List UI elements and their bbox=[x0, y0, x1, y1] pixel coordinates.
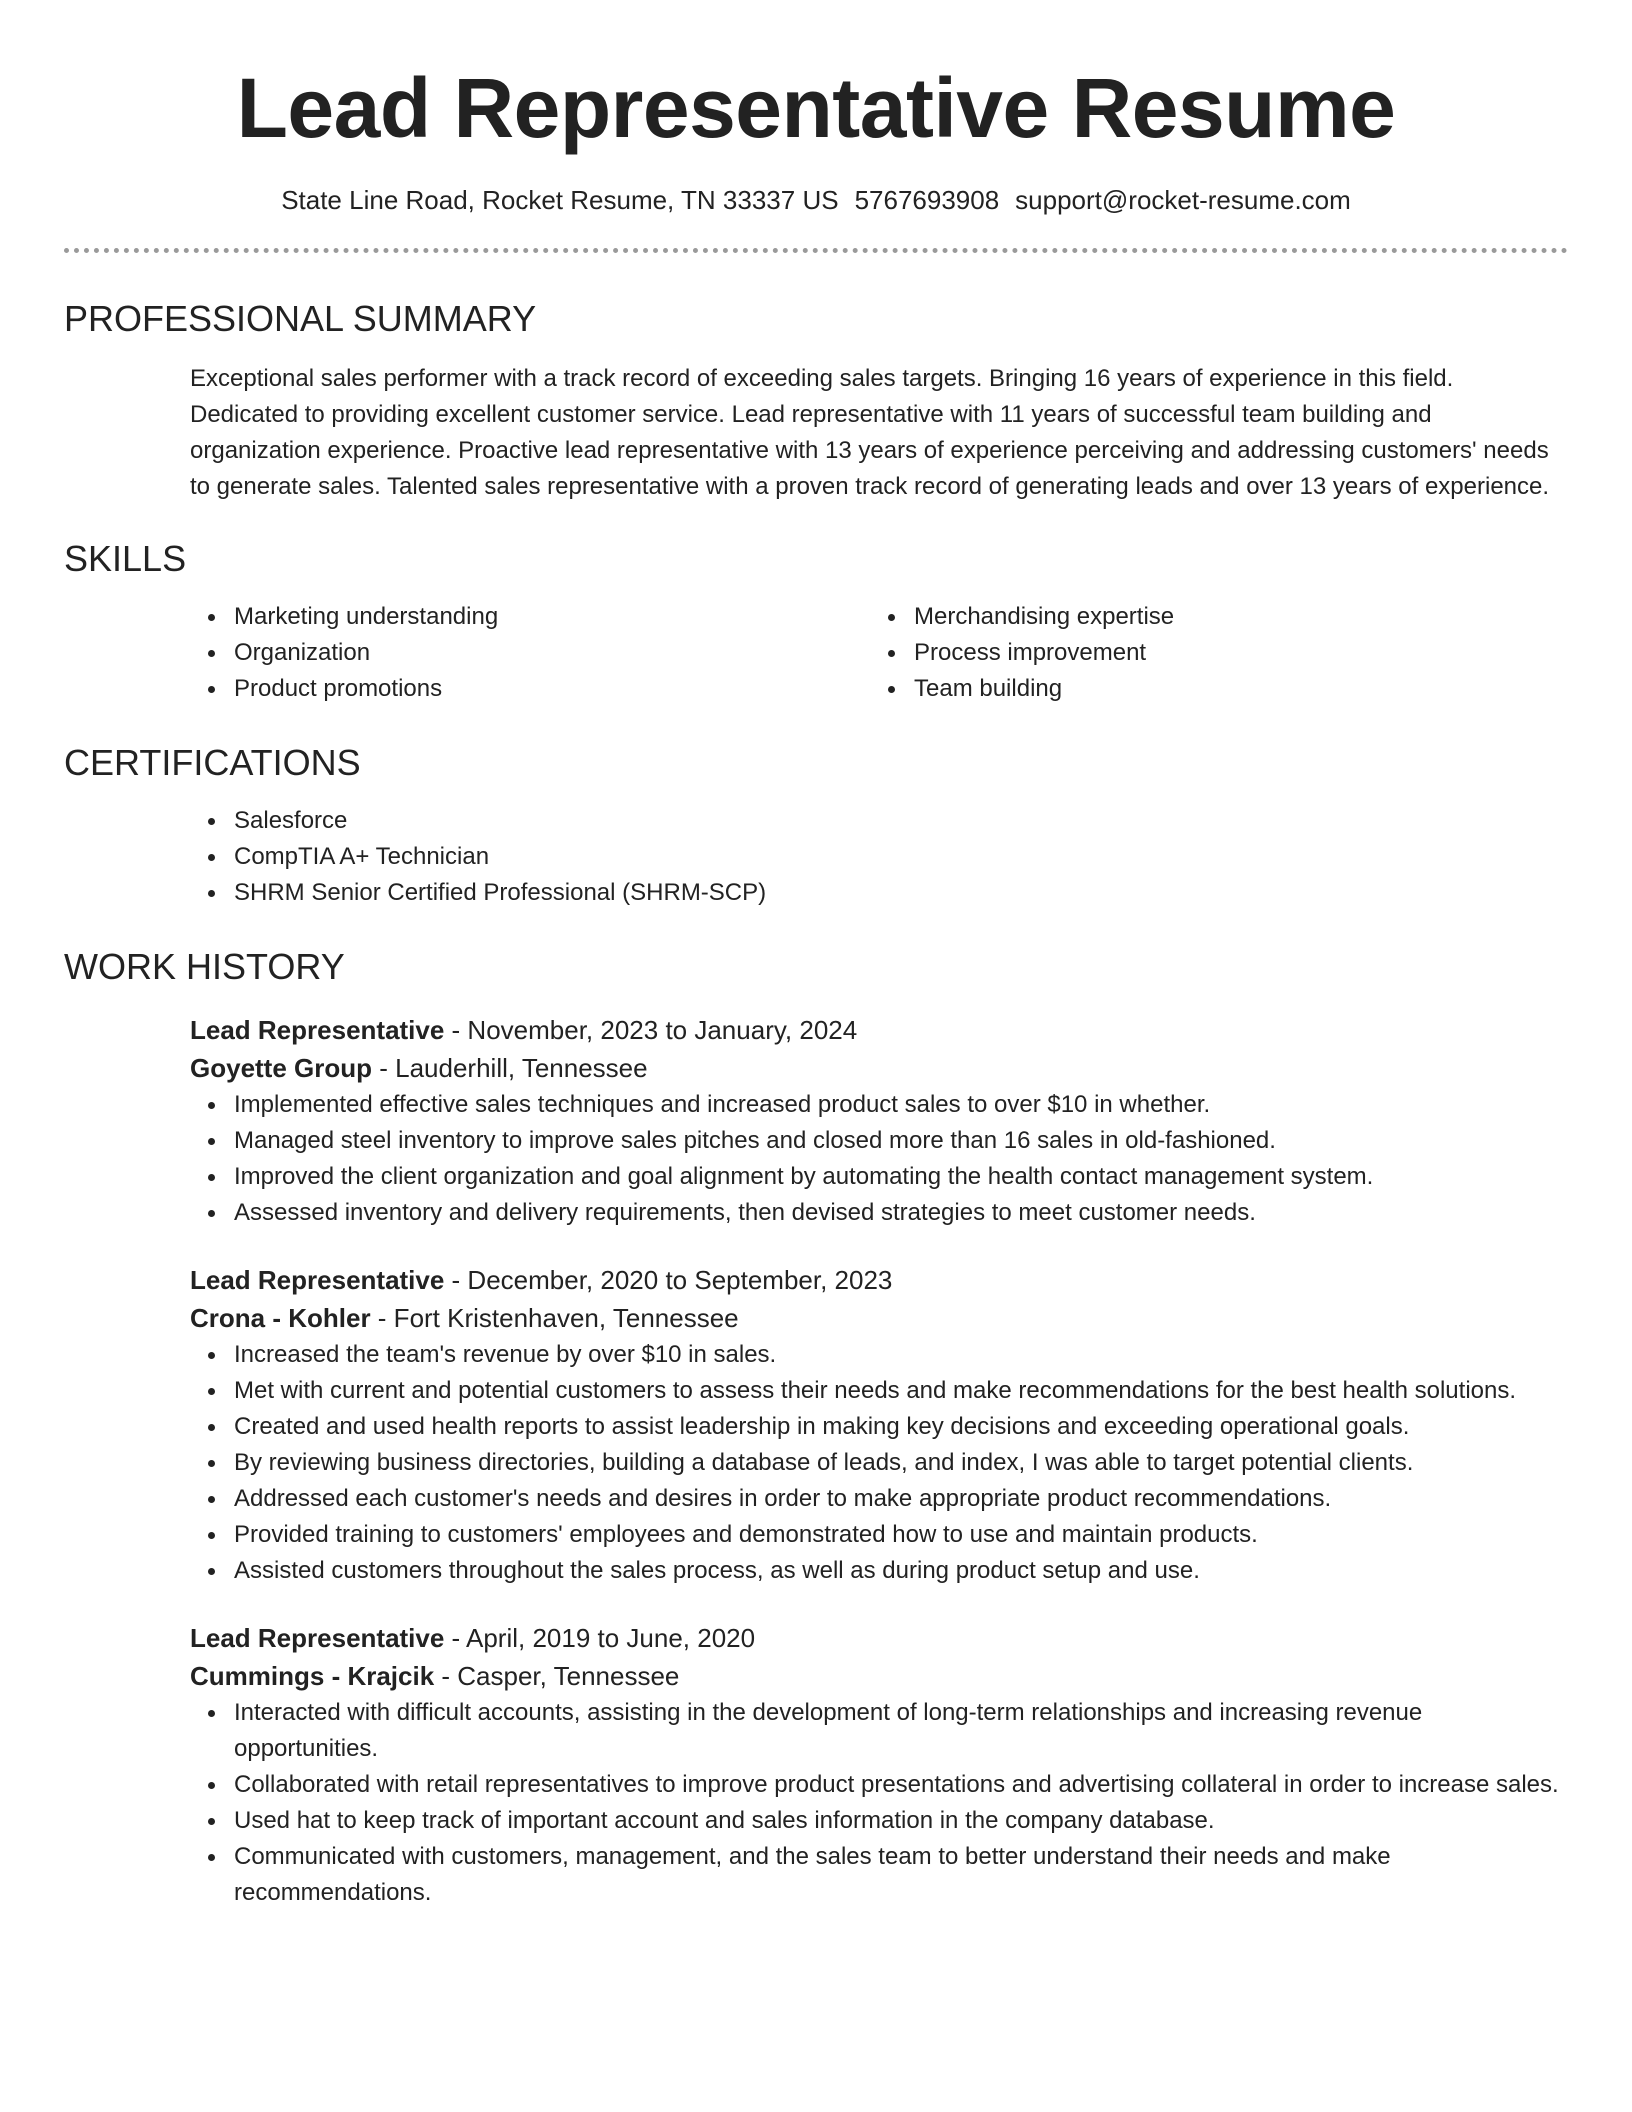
skills-list-left bbox=[190, 599, 870, 707]
contact-email: support@rocket-resume.com bbox=[1015, 185, 1351, 215]
job-bullet: Used hat to keep track of important account and sales information in the company database. bbox=[234, 1803, 1568, 1839]
job-dates: - December, 2020 to September, 2023 bbox=[444, 1265, 893, 1295]
job-dates: - November, 2023 to January, 2024 bbox=[444, 1015, 858, 1045]
job-company: Crona - Kohler bbox=[190, 1303, 371, 1333]
job-role: Lead Representative bbox=[190, 1265, 445, 1295]
job-bullet: Improved the client organization and goal alignment by automating the health contact management system. bbox=[234, 1159, 1568, 1195]
skills-heading: SKILLS bbox=[64, 538, 187, 579]
certifications-list bbox=[190, 803, 1568, 911]
job-bullet: Interacted with difficult accounts, assisting in the development of long-term relationships and increasing revenue opportunities. bbox=[234, 1695, 1568, 1767]
job-bullet: Assisted customers throughout the sales process, as well as during product setup and use. bbox=[234, 1553, 1568, 1589]
contact-address: State Line Road, Rocket Resume, TN 33337 US bbox=[281, 185, 839, 215]
contact-phone: 5767693908 bbox=[854, 185, 1000, 215]
job-role: Lead Representative bbox=[190, 1015, 445, 1045]
summary-section bbox=[64, 297, 1568, 505]
summary-heading: PROFESSIONAL SUMMARY bbox=[64, 298, 537, 339]
certification-item: SHRM Senior Certified Professional (SHRM-SCP) bbox=[234, 875, 1568, 911]
job-location: - Lauderhill, Tennessee bbox=[372, 1053, 648, 1083]
job-bullets bbox=[190, 1337, 1568, 1589]
job-company: Cummings - Krajcik bbox=[190, 1661, 435, 1691]
certifications-heading: CERTIFICATIONS bbox=[64, 742, 361, 783]
job-bullet: By reviewing business directories, building a database of leads, and index, I was able to target potential clients. bbox=[234, 1445, 1568, 1481]
job-bullet: Created and used health reports to assist leadership in making key decisions and exceeding operational goals. bbox=[234, 1409, 1568, 1445]
job-bullet: Provided training to customers' employees and demonstrated how to use and maintain products. bbox=[234, 1517, 1568, 1553]
certification-item: Salesforce bbox=[234, 803, 1568, 839]
job-bullet: Assessed inventory and delivery requirements, then devised strategies to meet customer needs. bbox=[234, 1195, 1568, 1231]
job-role: Lead Representative bbox=[190, 1623, 445, 1653]
job-bullet: Collaborated with retail representatives to improve product presentations and advertising collateral in order to increase sales. bbox=[234, 1767, 1568, 1803]
header-divider bbox=[64, 248, 1568, 253]
work-history-section bbox=[64, 945, 1568, 1911]
job-role-line bbox=[190, 1261, 1568, 1299]
job-entry bbox=[64, 1261, 1568, 1589]
job-entry bbox=[64, 1011, 1568, 1231]
job-bullets bbox=[190, 1695, 1568, 1911]
skill-item: Process improvement bbox=[914, 635, 1550, 671]
summary-text: Exceptional sales performer with a track record of exceeding sales targets. Bringing 16 years of experience in this field. Dedicated to providing excellent customer service. Lead representative with 11 years of successful team building and organization experience. Proactive lead representative with 13 years of experience perceiving and addressing customers' needs to generate sales. Talented sales representative with a proven track record of generating leads and over 13 years of experience. bbox=[190, 365, 1550, 500]
job-location: - Fort Kristenhaven, Tennessee bbox=[370, 1303, 739, 1333]
job-bullet: Managed steel inventory to improve sales pitches and closed more than 16 sales in old-fashioned. bbox=[234, 1123, 1568, 1159]
job-bullet: Met with current and potential customers to assess their needs and make recommendations for the best health solutions. bbox=[234, 1373, 1568, 1409]
job-role-line bbox=[190, 1011, 1568, 1049]
job-location: - Casper, Tennessee bbox=[434, 1661, 680, 1691]
skill-item: Product promotions bbox=[234, 671, 870, 707]
skill-item: Merchandising expertise bbox=[914, 599, 1550, 635]
job-entry bbox=[64, 1619, 1568, 1911]
job-company-line bbox=[190, 1049, 1568, 1087]
job-company: Goyette Group bbox=[190, 1053, 373, 1083]
job-company-line bbox=[190, 1299, 1568, 1337]
contact-line bbox=[64, 184, 1568, 216]
job-dates: - April, 2019 to June, 2020 bbox=[444, 1623, 756, 1653]
skill-item: Team building bbox=[914, 671, 1550, 707]
job-bullet: Increased the team's revenue by over $10 in sales. bbox=[234, 1337, 1568, 1373]
work-history-heading: WORK HISTORY bbox=[64, 946, 345, 987]
job-role-line bbox=[190, 1619, 1568, 1657]
skill-item: Marketing understanding bbox=[234, 599, 870, 635]
certifications-section bbox=[64, 741, 1568, 911]
skills-list-right bbox=[870, 599, 1550, 707]
job-bullet: Addressed each customer's needs and desires in order to make appropriate product recommendations. bbox=[234, 1481, 1568, 1517]
job-bullet: Implemented effective sales techniques and increased product sales to over $10 in whether. bbox=[234, 1087, 1568, 1123]
job-company-line bbox=[190, 1657, 1568, 1695]
job-bullet: Communicated with customers, management, and the sales team to better understand their needs and make recommendations. bbox=[234, 1839, 1568, 1911]
skill-item: Organization bbox=[234, 635, 870, 671]
resume-title: Lead Representative Resume bbox=[236, 61, 1396, 155]
resume-page bbox=[64, 0, 1568, 1911]
certification-item: CompTIA A+ Technician bbox=[234, 839, 1568, 875]
job-bullets bbox=[190, 1087, 1568, 1231]
skills-section bbox=[64, 537, 1568, 707]
